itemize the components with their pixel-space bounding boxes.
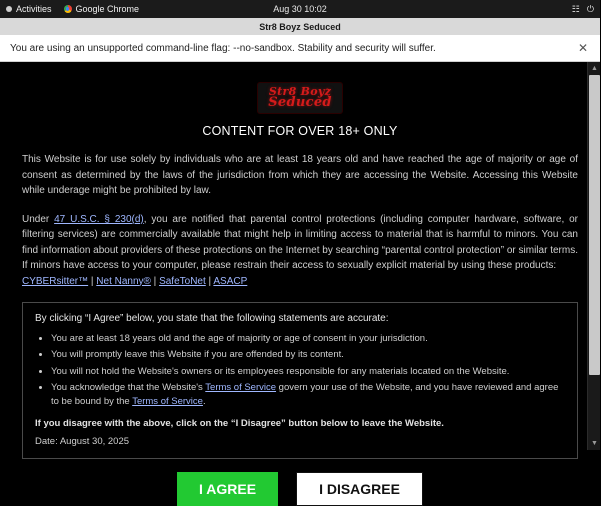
list-item: • You will promptly leave this Website if you are offended by its content. [51, 348, 565, 362]
agreement-bullet-list [51, 332, 565, 409]
netnanny-link[interactable]: Net Nanny® [96, 275, 151, 287]
age-requirement-paragraph: This Website is for use solely by individuals who are at least 18 years old and have reached the age of majority or age of consent as determined by the laws of the jurisdiction from which they are accessing the Website. Accessing this Website while underage might be prohibited by law. [22, 154, 578, 197]
agreement-box-title: By clicking “I Agree” below, you state that the following statements are accurate: [35, 313, 389, 325]
disagree-note: If you disagree with the above, click on the “I Disagree” button below to leave the Website. [35, 418, 444, 430]
agree-button[interactable]: I AGREE [177, 472, 278, 506]
asacp-link[interactable]: ASACP [213, 275, 248, 287]
top-bar-left-group [6, 4, 139, 14]
age-verification-content [0, 62, 600, 498]
command-line-flag-infobar [0, 35, 600, 62]
scroll-up-icon[interactable]: ▲ [591, 65, 598, 72]
cybersitter-link[interactable]: CYBERsitter™ [22, 275, 89, 287]
list-item-terms [51, 381, 565, 410]
sep-1: | [88, 275, 97, 287]
chrome-label: Google Chrome [75, 4, 140, 14]
site-logo-wrapper [22, 76, 578, 124]
page-scrollbar[interactable] [587, 62, 600, 450]
scroll-down-icon[interactable]: ▼ [591, 440, 598, 447]
disagree-button[interactable]: I DISAGREE [296, 472, 423, 506]
sep-3: | [205, 275, 214, 287]
activities-dot-icon [6, 6, 12, 12]
chrome-window-button[interactable] [64, 4, 140, 14]
activities-label: Activities [16, 4, 52, 14]
window-title-bar [0, 18, 600, 35]
bullet4-post: . [202, 396, 206, 408]
system-top-bar [0, 0, 600, 18]
power-icon[interactable]: ⏻ [586, 3, 594, 14]
site-logo [257, 82, 343, 114]
parental-paragraph-post: , you are notified that parental control protections (including computer hardware, software, or filtering services) are commercially available that might help in limiting access to material that is harmful to minors. You can find information about providers of these protections on the Internet by searching “parental control protection” or similar terms. If minors have access to your computer, please restrain their access to sexually explicit material by using these products: [22, 213, 578, 272]
system-clock[interactable]: Aug 30 10:02 [273, 4, 327, 14]
list-item: • You are at least 18 years old and the age of majority or age of consent in your jurisdiction. [51, 332, 565, 346]
site-logo-line2: Seduced [268, 94, 332, 110]
activities-button[interactable] [6, 4, 52, 14]
chrome-icon [64, 5, 72, 13]
parental-paragraph-pre: Under [22, 213, 55, 225]
bullet4-mid: govern your use of the Website, and you have reviewed and agree to be bound by the [51, 381, 559, 408]
sep-2: | [150, 275, 160, 287]
headline: CONTENT FOR OVER 18+ ONLY [202, 124, 398, 139]
safetonet-link[interactable]: SafeToNet [159, 275, 206, 287]
scrollbar-thumb[interactable] [589, 75, 600, 375]
page-viewport [0, 62, 600, 498]
network-icon[interactable]: ☷ [571, 3, 580, 14]
bullet4-pre: You acknowledge that the Website's [51, 381, 206, 393]
agreement-box [22, 302, 578, 459]
site-logo-line1: Str8 Boyz [268, 85, 332, 98]
page-title: Str8 Boyz Seduced [259, 21, 341, 32]
list-item: • You will not hold the Website's owners or its employees responsible for any materials located on the Website. [51, 365, 565, 379]
terms-of-service-link-2[interactable]: Terms of Service [132, 396, 203, 408]
terms-of-service-link-1[interactable]: Terms of Service [205, 381, 277, 393]
close-icon[interactable]: ✕ [577, 41, 588, 55]
parental-controls-paragraph [22, 212, 578, 290]
action-buttons [22, 472, 578, 506]
date-line: Date: August 30, 2025 [35, 436, 130, 448]
top-bar-status-group[interactable] [572, 5, 594, 14]
usc-230d-link[interactable]: 47 U.S.C. § 230(d) [54, 213, 144, 225]
infobar-message: You are using an unsupported command-line flag: --no-sandbox. Stability and security will suffer. [10, 42, 436, 54]
